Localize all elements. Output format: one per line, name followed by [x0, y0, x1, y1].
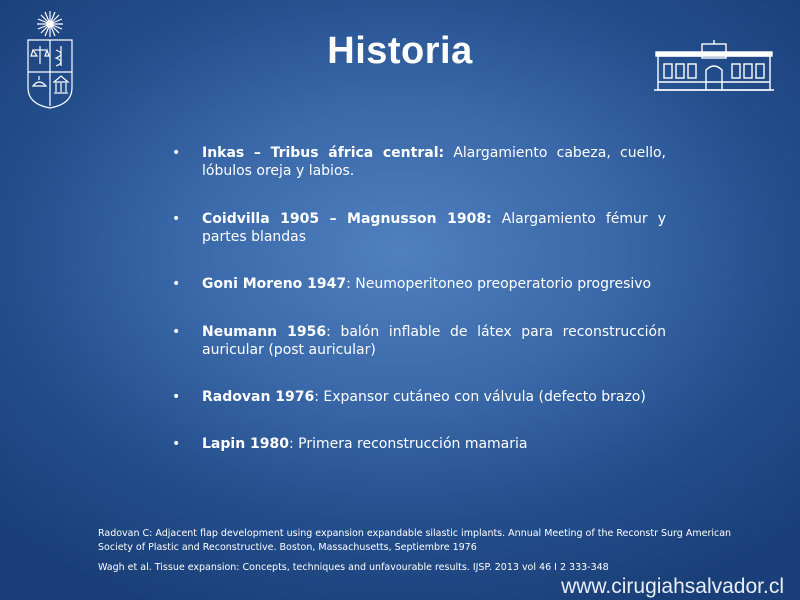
bullet-description: : Expansor cutáneo con válvula (defecto brazo) [314, 389, 646, 405]
website-url: www.cirugiahsalvador.cl [561, 575, 784, 598]
bullet-item [172, 323, 666, 359]
bullet-heading: Lapin 1980 [202, 436, 289, 452]
bullet-item [172, 210, 666, 246]
bullet-marker: • [172, 211, 181, 227]
reference-item: Radovan C: Adjacent flap development using expansion expandable silastic implants. Annual Meeting of the Reconstr Surg American Society of Plastic and Reconstructive. Boston, Massachusetts, Septiembre 1976 [98, 528, 732, 553]
bullet-text [202, 388, 666, 406]
bullet-description: Alargamiento cabeza, cuello, lóbulos oreja y labios. [202, 145, 666, 179]
bullet-heading: Goni Moreno 1947 [202, 276, 347, 292]
bullet-item [172, 275, 666, 293]
bullet-item [172, 435, 666, 453]
bullet-marker: • [172, 276, 181, 292]
bullet-description: : Primera reconstrucción mamaria [289, 436, 528, 452]
bullet-heading: Neumann 1956 [202, 324, 327, 340]
bullet-heading: Coidvilla 1905 – Magnusson 1908: [202, 211, 492, 227]
bullet-heading: Radovan 1976 [202, 389, 315, 405]
references [98, 527, 768, 575]
bullet-text [202, 435, 666, 453]
bullet-description: Alargamiento fémur y partes blandas [202, 211, 666, 245]
bullet-text [202, 323, 666, 359]
bullet-marker: • [172, 436, 181, 452]
bullet-marker: • [172, 324, 181, 340]
bullet-item [172, 388, 666, 406]
bullet-marker: • [172, 389, 181, 405]
bullet-marker: • [172, 145, 181, 161]
bullet-text [202, 275, 666, 293]
bullet-description: : Neumoperitoneo preoperatorio progresivo [346, 276, 652, 292]
bullet-item [172, 144, 666, 180]
slide-title: Historia [327, 30, 473, 72]
bullet-description: : balón inflable de látex para reconstrucción auricular (post auricular) [202, 324, 666, 358]
bullet-text [202, 144, 666, 180]
bullet-text [202, 210, 666, 246]
reference-item: Wagh et al. Tissue expansion: Concepts, techniques and unfavourable results. IJSP. 2013 vol 46 I 2 333-348 [98, 562, 609, 573]
bullet-heading: Inkas – Tribus áfrica central: [202, 145, 445, 161]
hospital-building-icon [652, 40, 776, 92]
